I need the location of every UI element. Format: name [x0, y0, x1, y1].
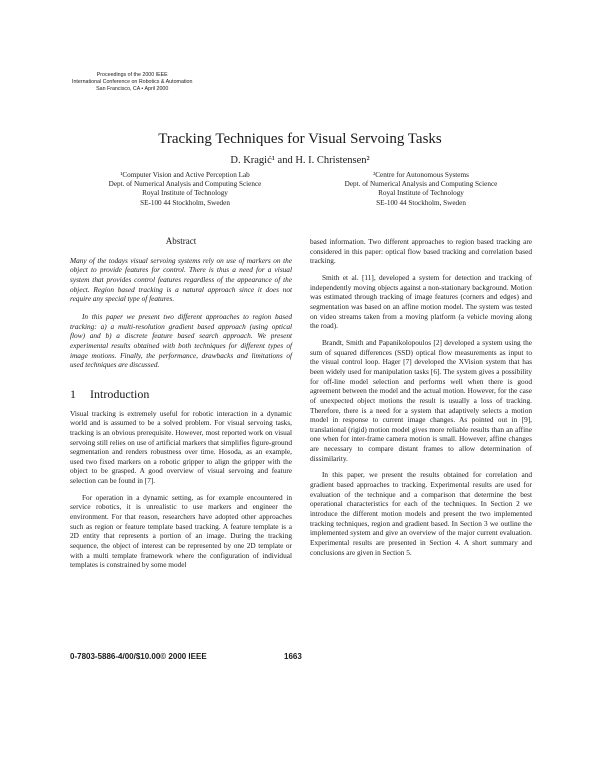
affiliation-right-line: Royal Institute of Technology — [378, 189, 464, 198]
intro-paragraph-1: Visual tracking is extremely useful for robotic interaction in a dynamic world and is assumed to be a solved problem. For visual servoing tasks, tracking is an obvious prerequisite. However, most reported work on visual servoing still relies on use of artificial markers that simplifies figure-ground segmentation and renders robustness over time. Hosoda, as an example, used two fixed markers on a robotic gripper to align the gripper with the object to be grasped. A good overview of visual servoing and feature selection can be found in [7]. — [70, 408, 292, 486]
left-column — [70, 237, 292, 577]
page-number: 1663 — [284, 652, 302, 661]
affiliation-right-line: ²Centre for Autonomous Systems — [373, 171, 469, 179]
section-title: Introduction — [90, 386, 150, 401]
affiliation-right-line: SE-100 44 Stockholm, Sweden — [376, 198, 466, 207]
body-paragraph-4: In this paper, we present the results obtained for correlation and gradient based approaches to tracking. Experimental results are used for evaluation of the technique and a comparison that determine the best operational characteristics for each of the techniques. In Section 2 we introduce the different motion models and present the two implemented tracking techniques, region and gradient based. In Section 3 we outline the implemented system and give an overview of the major current evaluation. Experimental results are presented in Section 4. A short summary and conclusions are given in Section 5. — [310, 470, 532, 557]
affiliation-right-line: Dept. of Numerical Analysis and Computing Science — [344, 180, 498, 189]
affiliation-left-line: Dept. of Numerical Analysis and Computing Science — [108, 180, 262, 189]
proceedings-header — [72, 72, 192, 93]
proceedings-line-3: San Francisco, CA • April 2000 — [96, 86, 169, 92]
body-paragraph-3: Brandt, Smith and Papanikolopoulos [2] developed a system using the sum of squared differences (SSD) optical flow measurements as input to the visual control loop. Hager [7] developed the XVision system that has been widely used for manipulation tasks [6]. The system gives a possibility for off-line model selection and performs well when there is good agreement between the model and the actual motion. However, for the case of unexpected object motions the result is usually a loss of tracking. Therefore, there is a need for a system that adaptively selects a motion model in response to current image changes. As pointed out in [9], translational (rigid) motion model gives more reliable results than an affine one when for inter-frame camera motion is small. However, affine changes are necessary to compare distant frames to allow determination of dissimilarity. — [310, 337, 532, 463]
footer-isbn: 0-7803-5886-4/00/$10.00© 2000 IEEE — [70, 652, 207, 661]
abstract-heading: Abstract — [165, 236, 197, 246]
proceedings-line-2: International Conference on Robotics & Automation — [72, 79, 193, 85]
abstract-paragraph-2: In this paper we present two different approaches to region based tracking: a) a multi-resolution gradient based approach (using optical flow) and b) a discrete feature based search approach. We present experimental results obtained with both techniques for different types of image motions. Finally, the performance, drawbacks and limitations of used techniques are discussed. — [70, 311, 292, 370]
right-column — [310, 237, 532, 564]
affiliation-left-line: ¹Computer Vision and Active Perception Lab — [120, 171, 250, 179]
intro-paragraph-2: For operation in a dynamic setting, as for example encountered in service robotics, it is unrealistic to use markers and engineer the environment. For that reason, researchers have adopted other approaches such as region or feature template based tracking. A feature template is a 2D entity that represents a portion of an image. During the tracking sequence, the object of interest can be represented by one 2D template or with a multi template framework where the configuration of individual templates is constrained by some model — [70, 492, 292, 570]
body-paragraph-2: Smith et al. [11], developed a system for detection and tracking of independently moving objects against a non-stationary background. Motion was estimated through tracking of image features (corners and edges) and segmentation was based on an affine motion model. The system was tested on video streams taken from a moving platform (a vehicle moving along the road). — [310, 272, 532, 331]
affiliation-left-line: Royal Institute of Technology — [142, 189, 228, 198]
section-number: 1 — [70, 386, 76, 401]
affiliation-left-line: SE-100 44 Stockholm, Sweden — [140, 198, 230, 207]
abstract-paragraph-1: Many of the todays visual servoing systems rely on use of markers on the object to provide features for control. There is thus a need for a visual system that provides control features regardless of the appearance of the object. Region based tracking is a natural approach since it does not require any special type of features. — [70, 255, 292, 304]
body-paragraph-1: based information. Two different approaches to region based tracking are considered in this paper: optical flow based tracking and correlation based tracking. — [310, 237, 532, 266]
proceedings-line-1: Proceedings of the 2000 IEEE — [96, 72, 168, 78]
affiliation-right — [306, 171, 536, 208]
section-heading-introduction — [70, 386, 292, 401]
affiliation-left — [70, 171, 300, 208]
paper-title: Tracking Techniques for Visual Servoing Tasks — [158, 131, 442, 147]
paper-authors: D. Kragić¹ and H. I. Christensen² — [230, 155, 370, 166]
